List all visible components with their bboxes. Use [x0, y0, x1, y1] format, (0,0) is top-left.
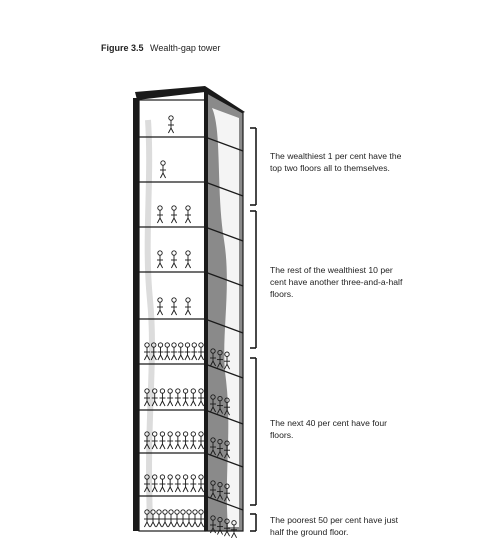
- group-bracket: [250, 211, 256, 348]
- annotation-top-1-percent: The wealthiest 1 per cent have the top two floors all to themselves.: [270, 151, 402, 173]
- tower-left-wall: [133, 98, 139, 531]
- figure-number: Figure 3.5: [101, 43, 144, 53]
- annotation-poorest-50-percent: The poorest 50 per cent have just half the ground floor.: [270, 515, 399, 537]
- figure-title: Wealth-gap tower: [150, 43, 221, 53]
- annotation-next-40-percent: The next 40 per cent have four floors.: [270, 418, 388, 440]
- annotation-rest-of-top-10-percent: The rest of the wealthiest 10 per cent have another three-and-a-half floors.: [270, 265, 403, 299]
- group-bracket: [250, 514, 256, 531]
- tower-corner-post: [204, 92, 208, 531]
- group-bracket: [250, 358, 256, 505]
- group-bracket: [250, 128, 256, 205]
